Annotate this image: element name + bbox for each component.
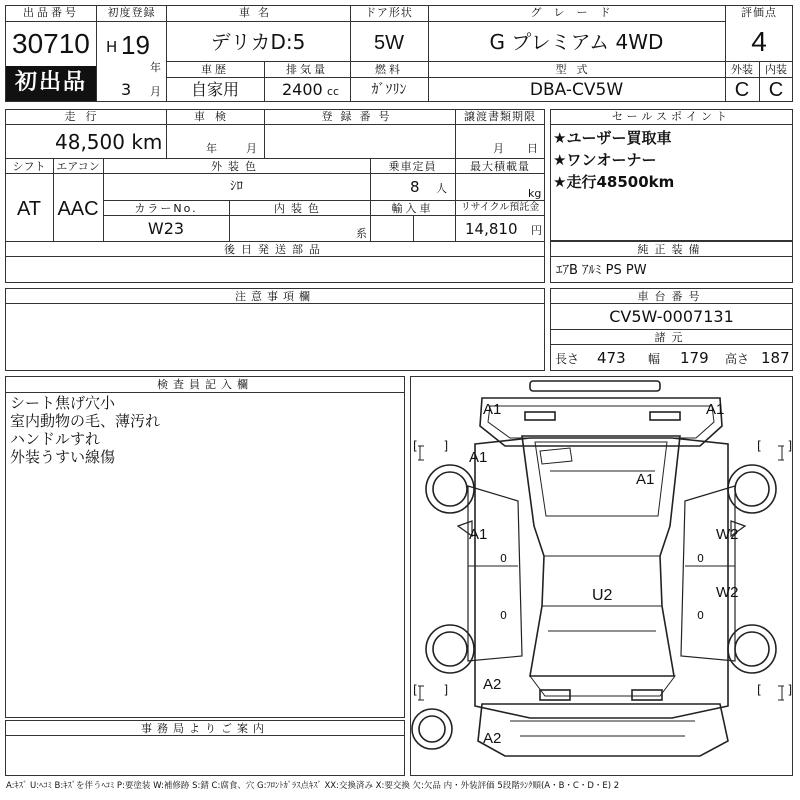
later-parts-label: 後日発送部品 [224,243,326,256]
mark-rear-right: A1 [706,401,725,418]
inspector-line-1: シート焦げ穴小 [10,394,116,412]
legend: A:ｷｽﾞ U:ﾍｺﾐ B:ｷｽﾞを伴うﾍｺﾐ P:要塗装 W:補修跡 S:錆 C:腐食、穴 G:ﾌﾛﾝﾄｶﾞﾗｽ点ｷｽﾞ XX:交換済み X:要交換 欠:欠品 内・外装評価 5段階ﾗﾝｸ順(A・B・C・D・E) 2 [6,781,620,791]
side-zero-4: 0 [697,609,704,622]
recycle-unit: 円 [531,224,542,237]
ac-label: エアコン [56,160,100,173]
car-diagram [410,376,793,776]
shift-label: シフト [12,160,46,173]
bracket-left-bottom: [ ] [413,683,449,697]
chassis-label: 車台番号 [637,290,706,303]
transfer-month-unit: 月 [493,142,504,155]
mileage: 48,500 km [55,130,163,154]
score: 4 [751,26,767,57]
wheel-right-rear [728,465,776,513]
displacement-label: 排気量 [286,63,328,76]
fuel-label: 燃料 [375,63,403,76]
year-unit: 年 [150,61,161,74]
top-rear-bar [530,381,660,391]
side-zero-3: 0 [697,552,704,565]
spare-wheel [412,709,452,749]
insp-year-unit: 年 [206,142,217,155]
equipment-label: 純正装備 [637,243,706,256]
inspector-line-2: 室内動物の毛、薄汚れ [10,412,161,430]
width-label: 幅 [648,352,661,366]
grade: G プレミアム 4WD [489,30,664,54]
history: 自家用 [190,80,239,99]
displacement: 2400 [282,80,323,99]
mark-left-rear-quarter: A1 [469,449,488,466]
reg-year: 19 [121,30,150,60]
sales-points-label: セールスポイント [611,110,731,123]
notes-label: 注意事項欄 [235,290,315,303]
right-side-panel [681,486,735,661]
capacity: 8 [410,178,420,196]
fuel: ｶﾞｿﾘﾝ [371,82,407,98]
office-label: 事務局よりご案内 [141,722,269,735]
chassis-number: CV5W-0007131 [609,307,734,326]
ac: AAC [57,198,99,220]
era: H [106,38,118,56]
recycle-label: リサイクル預託金 [460,202,540,213]
first-listing-text: 初出品 [14,70,87,95]
history-label: 車歴 [201,63,229,76]
wheel-left-rear [426,465,474,513]
height: 187 [761,349,790,367]
ext-grade: C [734,79,750,101]
exterior-color: ｼﾛ [230,179,243,194]
bracket-left-top: [ ] [413,439,449,453]
mark-right-front-door: W2 [716,584,739,601]
transfer-label: 譲渡書類期限 [464,110,536,123]
equipment: ｴｱB ｱﾙﾐ PS PW [556,263,647,278]
sales-point-1: ★ユーザー買取車 [553,129,672,147]
door-label: ドア形状 [365,6,413,19]
interior-color-unit: 系 [356,227,367,240]
inspector-line-4: 外装うすい線傷 [10,448,116,466]
shift: AT [16,198,42,220]
interior-color-label: 内装色 [274,202,325,215]
first-reg-label: 初度登録 [107,6,156,19]
ext-grade-label: 外装 [731,63,753,76]
mark-right-rear-door: W2 [716,526,739,543]
car-name: デリカD:5 [210,30,306,54]
wheel-left-front [426,625,474,673]
width: 179 [680,349,709,367]
mark-front-left-fender: A2 [483,676,502,693]
sales-point-3: ★走行48500km [553,173,675,191]
lot-number: 30710 [12,28,90,59]
month-unit: 月 [150,85,161,98]
displacement-unit: cc [327,85,340,98]
int-grade-label: 内装 [765,63,787,76]
bracket-right-bottom: [ ] [757,683,793,697]
transfer-day-unit: 日 [527,142,538,155]
car-name-label: 車名 [239,6,277,19]
color-no-label: カラーNo. [134,202,198,215]
reg-no-label: 登録番号 [321,110,398,123]
score-label: 評価点 [741,6,777,19]
mark-hood: U2 [592,587,613,604]
inspector-label: 検査員記入欄 [157,378,253,391]
insp-month-unit: 月 [246,142,257,155]
wheel-right-front [728,625,776,673]
mark-roof: A1 [636,471,655,488]
front-bumper [478,704,728,756]
model-label: 型式 [555,63,598,76]
reg-month: 3 [121,80,132,99]
length-label: 長さ [555,352,580,366]
inspector-line-3: ハンドルすれ [10,430,101,448]
mark-rear-left: A1 [483,401,502,418]
load-unit: kg [528,187,542,200]
door-type: 5W [374,32,404,54]
capacity-unit: 人 [436,182,447,195]
left-side-panel [468,486,522,661]
exterior-color-label: 外装色 [211,160,262,173]
import-label: 輸入車 [391,202,434,215]
capacity-label: 乗車定員 [388,160,437,173]
lot-no-label: 出品番号 [23,6,79,19]
dims-label: 諸元 [654,331,689,344]
height-label: 高さ [725,352,750,366]
model: DBA-CV5W [529,80,624,100]
side-zero-2: 0 [500,609,507,622]
mark-left-rear-door: A1 [469,526,488,543]
recycle: 14,810 [465,220,518,238]
side-zero-1: 0 [500,552,507,565]
load-label: 最大積載量 [470,160,530,173]
length: 473 [597,349,626,367]
color-no: W23 [147,219,185,238]
bracket-right-top: [ ] [757,439,793,453]
int-grade: C [768,79,784,101]
mark-front-bumper: A2 [483,730,502,747]
mileage-label: 走行 [64,110,107,123]
sales-point-2: ★ワンオーナー [553,151,657,169]
inspection-label: 車検 [194,110,236,123]
grade-label: グレード [530,6,623,19]
